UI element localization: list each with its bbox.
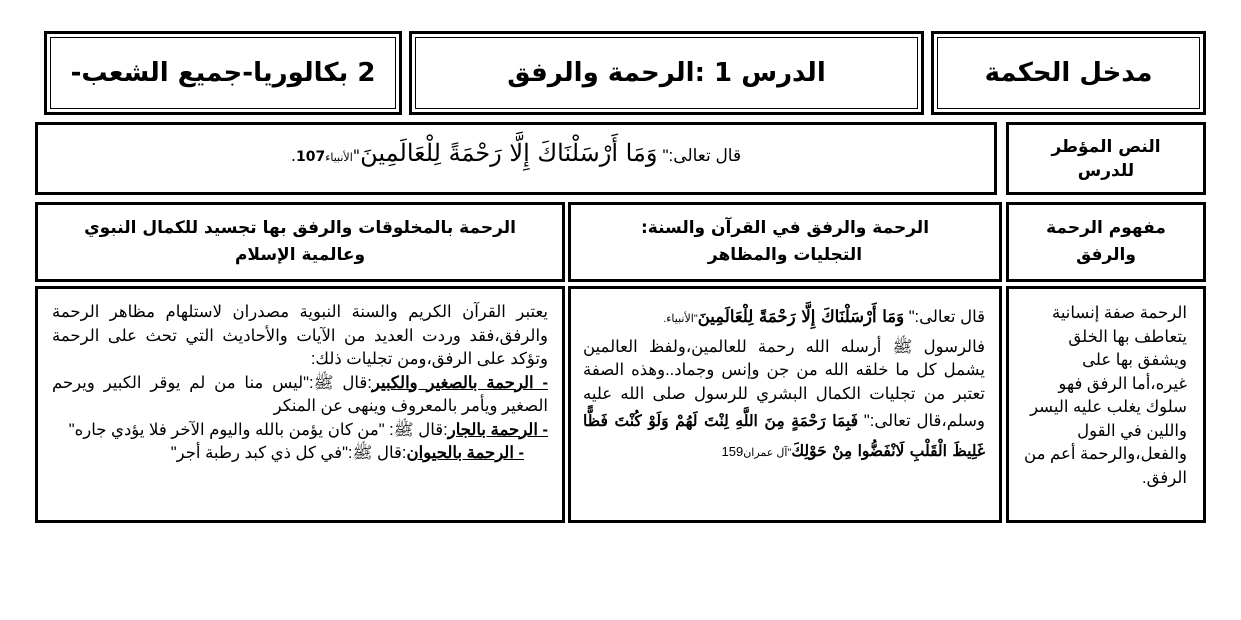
creatures-item-elders-label: - الرحمة بالصغير والكبير bbox=[371, 373, 548, 392]
framing-ref-sura: الأنبياء bbox=[325, 151, 353, 164]
concept-text-box bbox=[1006, 286, 1206, 523]
creatures-item-neighbor-text: :قال ﷺ: "من كان يؤمن بالله واليوم الآخر فلا يؤدي جاره" bbox=[68, 420, 448, 439]
level-box bbox=[44, 31, 402, 115]
creatures-title: الرحمة بالمخلوقات والرفق بها تجسيد للكمال النبوي وعالمية الإسلام bbox=[84, 218, 516, 265]
creatures-item-animals bbox=[52, 442, 548, 466]
framing-ref-num: 107 bbox=[295, 149, 326, 165]
concept-text: الرحمة صفة إنسانية يتعاطف بها الخلق ويشفق بها على غيره،أما الرفق فهو سلوك يغلب عليه اليسر واللين في القول والفعل،والرحمة أعم من الرفق. bbox=[1024, 304, 1187, 487]
creatures-item-animals-label: - الرحمة بالحيوان bbox=[406, 444, 524, 462]
quran-paragraph bbox=[583, 336, 985, 467]
creatures-intro: يعتبر القرآن الكريم والسنة النبوية مصدران لاستلهام مظاهر الرحمة والرفق،فقد وردت العديد من الآيات والأحاديث التي تحث على الرحمة وتؤكد على الرفق،ومن تجليات ذلك: bbox=[52, 303, 548, 368]
creatures-text-box bbox=[35, 286, 565, 523]
subject-box bbox=[931, 31, 1206, 115]
quran-title-line1: الرحمة والرفق في القرآن والسنة: bbox=[640, 218, 930, 238]
framing-close: " bbox=[352, 146, 361, 165]
quran-text-box bbox=[568, 286, 1002, 523]
framing-intro: قال تعالى:" bbox=[662, 146, 742, 165]
concept-title-box bbox=[1006, 202, 1206, 282]
quran-verse2-text: فَبِمَا رَحْمَةٍ مِنَ اللَّهِ لِنْتَ لَهُمْ وَلَوْ كُنْتَ فَظًّا غَلِيظَ الْقَلْبِ لَانْفَضُّوا مِنْ حَوْلِكَ bbox=[583, 411, 985, 460]
quran-verse1-line bbox=[583, 305, 985, 332]
creatures-item-elders bbox=[52, 372, 548, 419]
creatures-title-box bbox=[35, 202, 565, 282]
creatures-item-elders-text: :قال ﷺ:"ليس منا من لم يوقر الكبير ويرحم الصغير ويأمر بالمعروف وينهى عن المنكر bbox=[52, 373, 548, 415]
quran-paragraph-text: فالرسول ﷺ أرسله الله رحمة للعالمين،ولفظ العالمين يشمل كل ما خلقه الله من جن وإنس وجماد..وهذه الصفة تعتبر من تجليات الكمال البشري للرسول صلى الله عليه وسلم،قال تعالى:" bbox=[583, 337, 985, 430]
lesson-title: الدرس 1 :الرحمة والرفق bbox=[507, 58, 826, 88]
quran-verse1-text: وَمَا أَرْسَلْنَاكَ إِلَّا رَحْمَةً لِلْعَالَمِينَ bbox=[697, 307, 905, 326]
quran-title-line2: التجليات والمظاهر bbox=[707, 245, 863, 265]
quran-verse1-intro: قال تعالى:" bbox=[908, 308, 985, 326]
quran-title-box bbox=[568, 202, 1002, 282]
quran-verse2-ref-sura: "آل عمران bbox=[743, 447, 792, 459]
quran-verse1-ref: "الأنبياء. bbox=[663, 313, 698, 325]
quran-verse2-ref-num: 159 bbox=[721, 444, 744, 459]
framing-label: النص المؤطر للدرس bbox=[1051, 136, 1161, 181]
concept-title: مفهوم الرحمة والرفق bbox=[1046, 218, 1166, 265]
framing-label-box bbox=[1006, 122, 1206, 195]
creatures-item-neighbor-label: - الرحمة بالجار bbox=[447, 420, 548, 439]
lesson-box bbox=[409, 31, 924, 115]
level-title: 2 بكالوريا-جميع الشعب- bbox=[70, 58, 376, 88]
framing-verse-line bbox=[291, 139, 741, 192]
creatures-item-animals-text: :قال ﷺ:"في كل ذي كبد رطبة أجر" bbox=[170, 444, 407, 462]
creatures-item-neighbor bbox=[52, 419, 548, 443]
subject-title: مدخل الحكمة bbox=[984, 58, 1153, 88]
framing-verse-box bbox=[35, 122, 997, 195]
framing-end: . bbox=[290, 146, 296, 165]
framing-verse: وَمَا أَرْسَلْنَاكَ إِلَّا رَحْمَةً لِلْعَالَمِينَ bbox=[360, 139, 658, 167]
